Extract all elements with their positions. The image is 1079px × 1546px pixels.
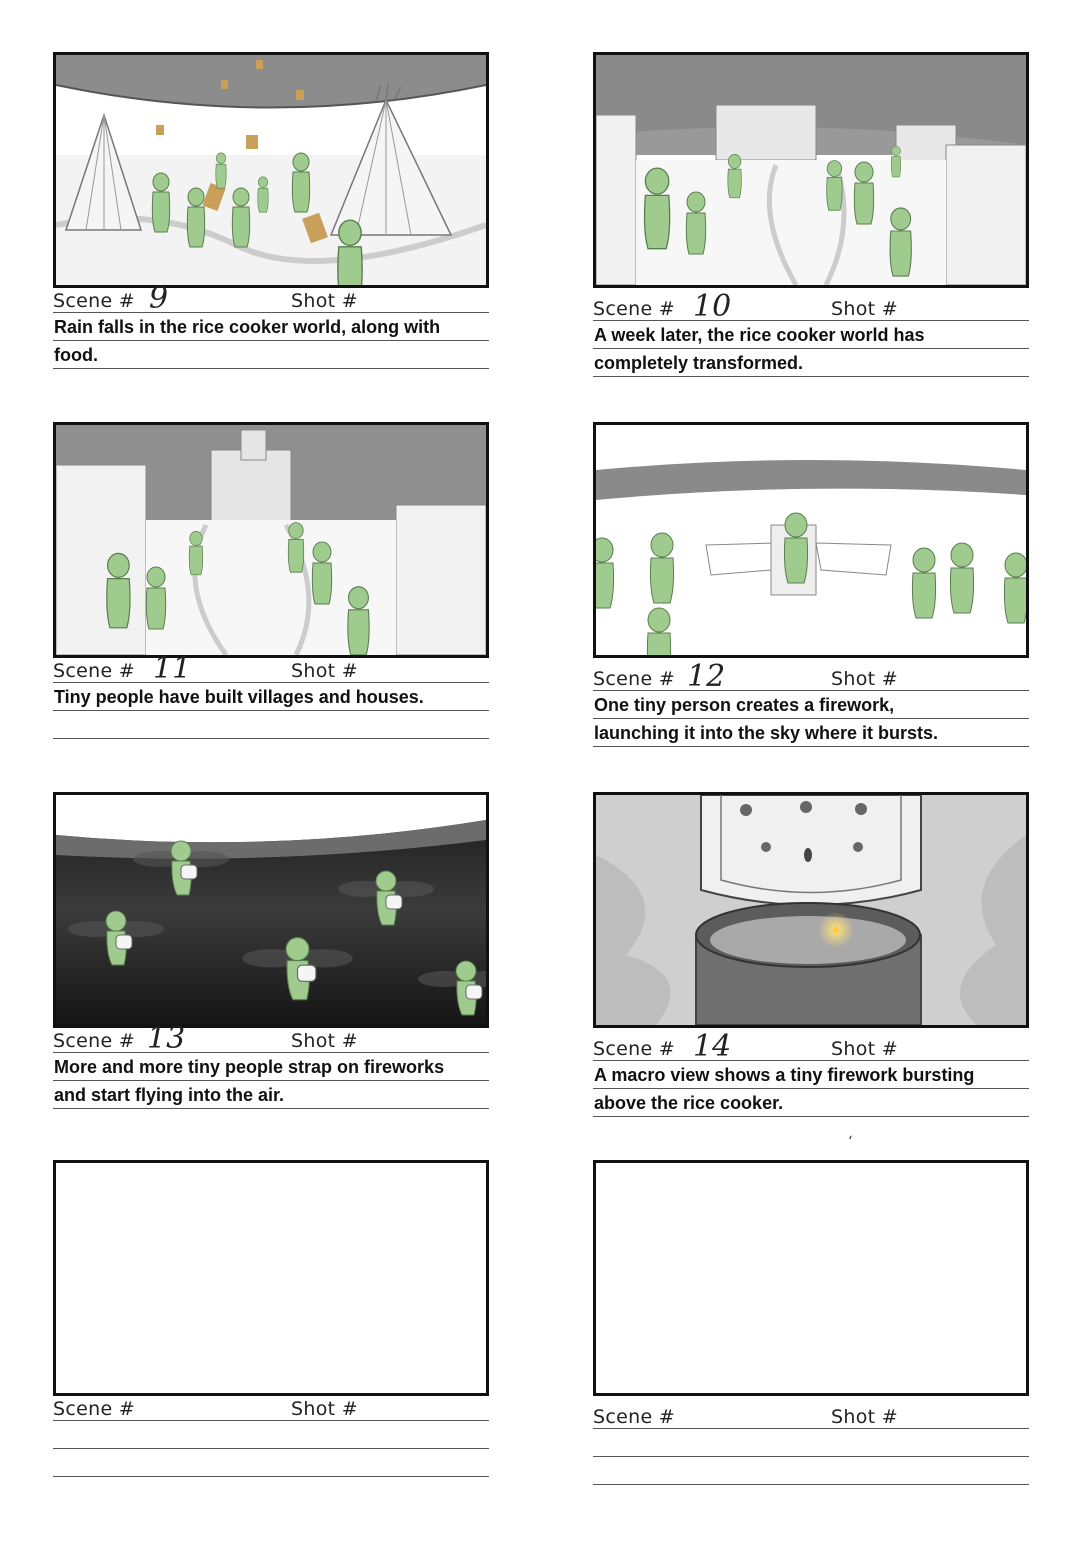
scene-number: 10 <box>693 289 732 324</box>
shot-label: Shot # <box>831 1406 898 1428</box>
description-text: A week later, the rice cooker world has <box>594 325 925 345</box>
scene-label: Scene # <box>53 1398 135 1420</box>
shot-label: Shot # <box>291 290 358 312</box>
description-line <box>53 1053 489 1081</box>
scene-shot-row <box>593 1406 1029 1429</box>
scene-number: 13 <box>147 1021 186 1056</box>
description-text: and start flying into the air. <box>54 1085 285 1105</box>
description-line <box>593 1457 1029 1485</box>
description-text: completely transformed. <box>594 353 804 373</box>
storyboard-panel-4 <box>593 422 1029 747</box>
scene-label: Scene # <box>593 1406 675 1428</box>
description-text: A macro view shows a tiny firework bursting <box>594 1065 975 1085</box>
storyboard-panel-8 <box>593 1160 1029 1485</box>
storyboard-panel-6 <box>593 792 1029 1117</box>
storyboard-panel-2 <box>593 52 1029 377</box>
scene-label: Scene # <box>53 290 135 312</box>
panel-7-empty-frame <box>53 1160 489 1396</box>
panel-1-sketch <box>53 52 489 288</box>
scene-label: Scene # <box>53 660 135 682</box>
scene-number: 11 <box>153 651 192 686</box>
scene-shot-row <box>53 1398 489 1421</box>
storyboard-panel-1 <box>53 52 489 369</box>
panel-5-sketch <box>53 792 489 1028</box>
description-text: More and more tiny people strap on fireworks <box>54 1057 445 1077</box>
storyboard-panel-7 <box>53 1160 489 1477</box>
description-line <box>53 683 489 711</box>
scene-number: 14 <box>693 1029 732 1064</box>
scene-label: Scene # <box>53 1030 135 1052</box>
description-line <box>593 1429 1029 1457</box>
scene-shot-row <box>53 281 489 316</box>
storyboard-panel-3 <box>53 422 489 739</box>
description-text: launching it into the sky where it bursts. <box>594 723 939 743</box>
description-line <box>593 349 1029 377</box>
description-line <box>593 719 1029 747</box>
description-line <box>53 341 489 369</box>
description-line <box>53 313 489 341</box>
storyboard-panel-5 <box>53 792 489 1109</box>
panel-6-sketch <box>593 792 1029 1028</box>
description-line <box>53 1421 489 1449</box>
scene-label: Scene # <box>593 298 675 320</box>
shot-label: Shot # <box>291 1398 358 1420</box>
description-text: food. <box>54 345 98 365</box>
scene-shot-row <box>53 651 489 686</box>
shot-label: Shot # <box>831 668 898 690</box>
scene-label: Scene # <box>593 1038 675 1060</box>
panel-8-empty-frame <box>593 1160 1029 1396</box>
scene-shot-row <box>53 1021 489 1056</box>
shot-label: Shot # <box>831 1038 898 1060</box>
description-line <box>53 711 489 739</box>
scene-shot-row <box>593 1029 1029 1064</box>
stray-pen-mark: ʻ <box>848 1134 853 1150</box>
scene-shot-row <box>593 659 1029 694</box>
description-line <box>53 1449 489 1477</box>
description-text: Tiny people have built villages and houses. <box>54 687 424 707</box>
panel-2-sketch <box>593 52 1029 288</box>
scene-label: Scene # <box>593 668 675 690</box>
description-text: above the rice cooker. <box>594 1093 784 1113</box>
description-line <box>593 1089 1029 1117</box>
description-text: Rain falls in the rice cooker world, along with <box>54 317 441 337</box>
scene-number: 12 <box>687 659 726 694</box>
scene-number: 9 <box>149 281 169 316</box>
panel-3-sketch <box>53 422 489 658</box>
scene-shot-row <box>593 289 1029 324</box>
shot-label: Shot # <box>291 1030 358 1052</box>
panel-4-sketch <box>593 422 1029 658</box>
description-line <box>593 321 1029 349</box>
shot-label: Shot # <box>291 660 358 682</box>
description-line <box>53 1081 489 1109</box>
description-line <box>593 691 1029 719</box>
description-text: One tiny person creates a firework, <box>594 695 895 715</box>
description-line <box>593 1061 1029 1089</box>
shot-label: Shot # <box>831 298 898 320</box>
